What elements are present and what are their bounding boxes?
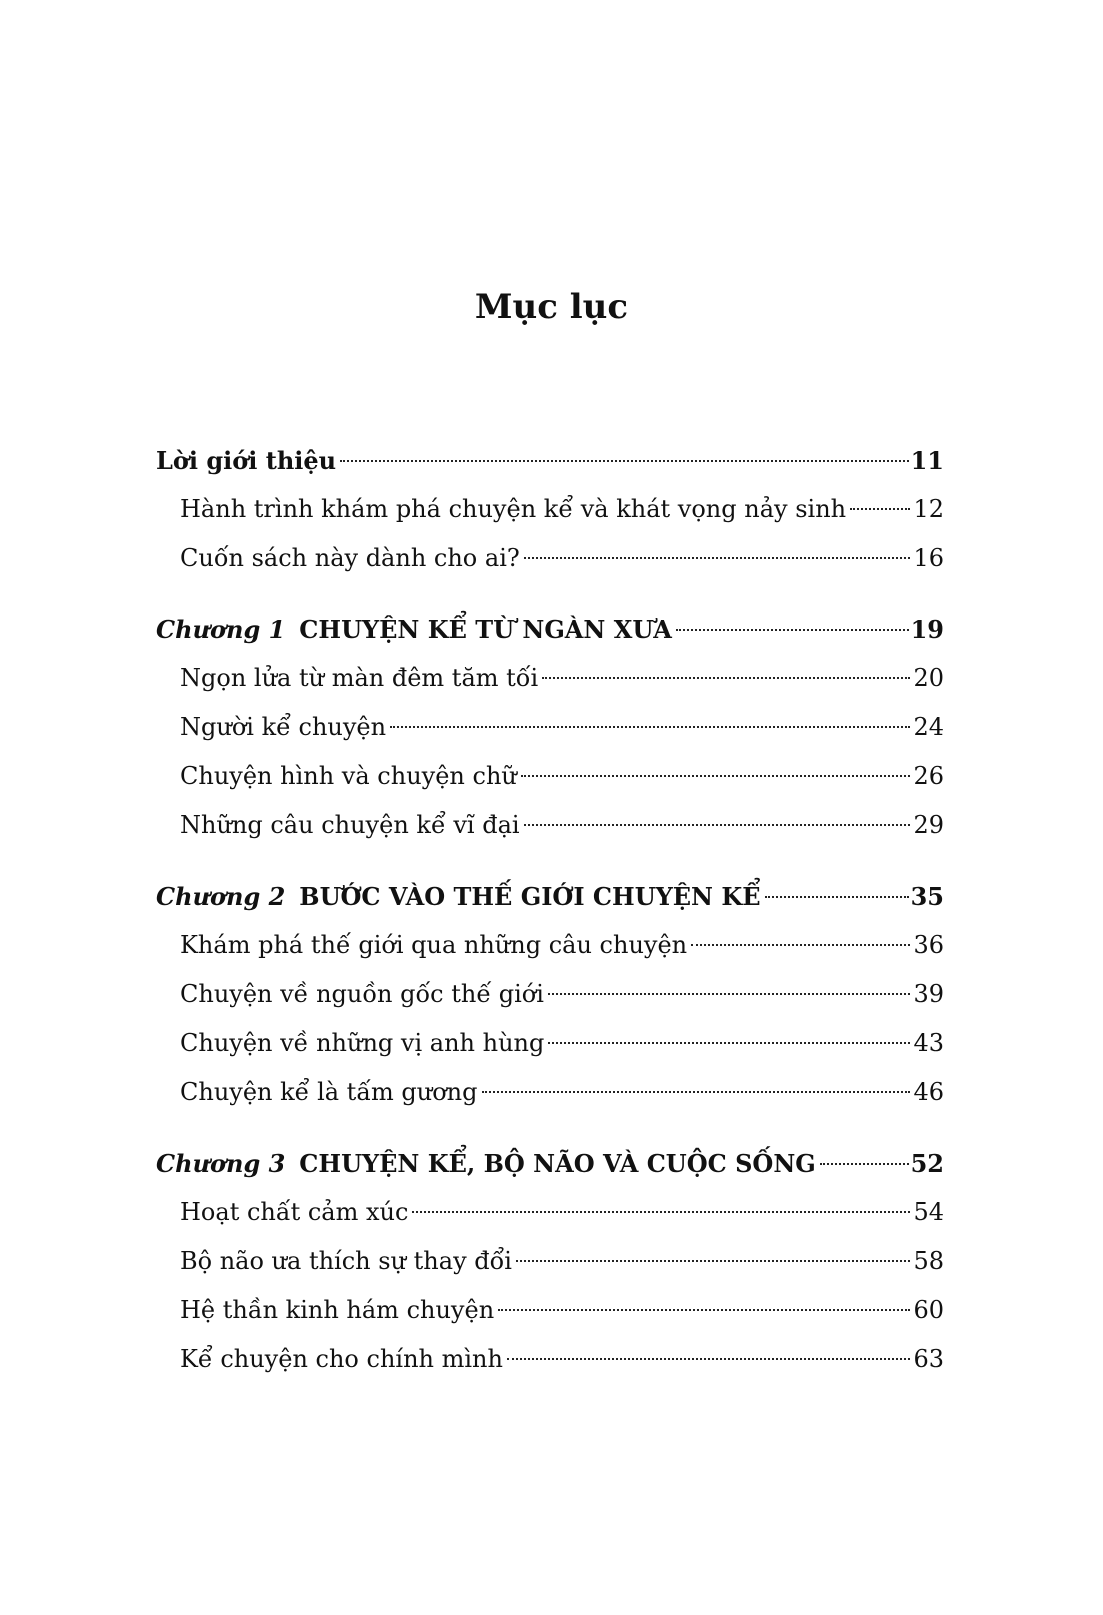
dot-leader [765,896,909,898]
chapter-title: BƯỚC VÀO THẾ GIỚI CHUYỆN KỂ [299,882,761,911]
toc-entry[interactable] [156,703,944,752]
toc-entry[interactable] [156,1068,944,1117]
dot-leader [390,726,910,728]
dot-leader [482,1091,910,1093]
chapter-label: Chương 2 [156,882,286,911]
dot-leader [676,629,909,631]
toc-entry-title: Bộ não ưa thích sự thay đổi [180,1247,512,1275]
toc-entry[interactable] [156,1188,944,1237]
toc-page-number: 20 [913,664,944,692]
toc-page-number: 52 [910,1149,944,1178]
chapter-label: Chương 3 [156,1149,286,1178]
toc-entry[interactable] [156,1019,944,1068]
toc-page-number: 39 [913,980,944,1008]
dot-leader [516,1260,910,1262]
dot-leader [521,775,910,777]
dot-leader [820,1163,909,1165]
toc-entry-title: Ngọn lửa từ màn đêm tăm tối [180,664,539,692]
toc-chapter-heading[interactable] [156,1139,944,1188]
toc-entry[interactable] [156,921,944,970]
toc-chapter-heading[interactable] [156,605,944,654]
toc-page-number: 58 [913,1247,944,1275]
toc-entry[interactable] [156,1286,944,1335]
toc-entry-title: Lời giới thiệu [156,446,337,475]
toc-entry-title: Chuyện về những vị anh hùng [180,1029,545,1057]
toc-entry-intro[interactable] [156,436,944,485]
dot-leader [691,944,910,946]
toc-page-number: 19 [910,615,944,644]
toc-page-number: 35 [910,882,944,911]
toc-entry[interactable] [156,752,944,801]
toc-page-number: 46 [913,1078,944,1106]
chapter-title: CHUYỆN KỂ, BỘ NÃO VÀ CUỘC SỐNG [299,1149,816,1178]
dot-leader [542,677,910,679]
toc-section-chapter-3 [156,1139,944,1384]
toc-page-number: 54 [913,1198,944,1226]
toc-entry[interactable] [156,1237,944,1286]
toc-entry-title: Kể chuyện cho chính mình [180,1345,503,1373]
dot-leader [507,1358,910,1360]
toc-section-chapter-1 [156,605,944,850]
toc-section-chapter-2 [156,872,944,1117]
toc-page-number: 60 [913,1296,944,1324]
chapter-title: CHUYỆN KỂ TỪ NGÀN XƯA [299,615,672,644]
toc-entry-title: Người kể chuyện [180,713,387,741]
table-of-contents [156,436,944,1384]
toc-page-number: 63 [913,1345,944,1373]
toc-entry-title: Chuyện kể là tấm gương [180,1078,478,1106]
toc-entry[interactable] [156,485,944,534]
dot-leader [548,993,910,995]
dot-leader [524,557,910,559]
dot-leader [524,824,910,826]
toc-entry-title: Hành trình khám phá chuyện kể và khát vọng nảy sinh [180,495,847,523]
toc-page-number: 12 [913,495,944,523]
toc-page-number: 16 [913,544,944,572]
toc-page-number: 24 [913,713,944,741]
dot-leader [850,508,910,510]
toc-entry-title: Những câu chuyện kể vĩ đại [180,811,520,839]
dot-leader [340,460,908,462]
toc-entry[interactable] [156,970,944,1019]
toc-chapter-heading[interactable] [156,872,944,921]
page-title: Mục lục [474,287,629,327]
toc-page-number: 26 [913,762,944,790]
toc-page-number: 43 [913,1029,944,1057]
chapter-label: Chương 1 [156,615,286,644]
toc-entry-title: Chuyện về nguồn gốc thế giới [180,980,544,1008]
toc-entry-title: Chuyện hình và chuyện chữ [180,762,517,790]
dot-leader [548,1042,910,1044]
toc-entry-title: Hoạt chất cảm xúc [180,1198,409,1226]
dot-leader [412,1211,910,1213]
toc-entry[interactable] [156,801,944,850]
toc-page-number: 36 [913,931,944,959]
toc-section-intro [156,436,944,583]
toc-entry[interactable] [156,1335,944,1384]
toc-entry-title: Hệ thần kinh hám chuyện [180,1296,495,1324]
dot-leader [498,1309,910,1311]
toc-entry[interactable] [156,654,944,703]
toc-page-number: 29 [913,811,944,839]
toc-page-number: 11 [910,446,944,475]
toc-entry-title: Khám phá thế giới qua những câu chuyện [180,931,688,959]
toc-entry-title: Cuốn sách này dành cho ai? [180,544,520,572]
toc-entry[interactable] [156,534,944,583]
